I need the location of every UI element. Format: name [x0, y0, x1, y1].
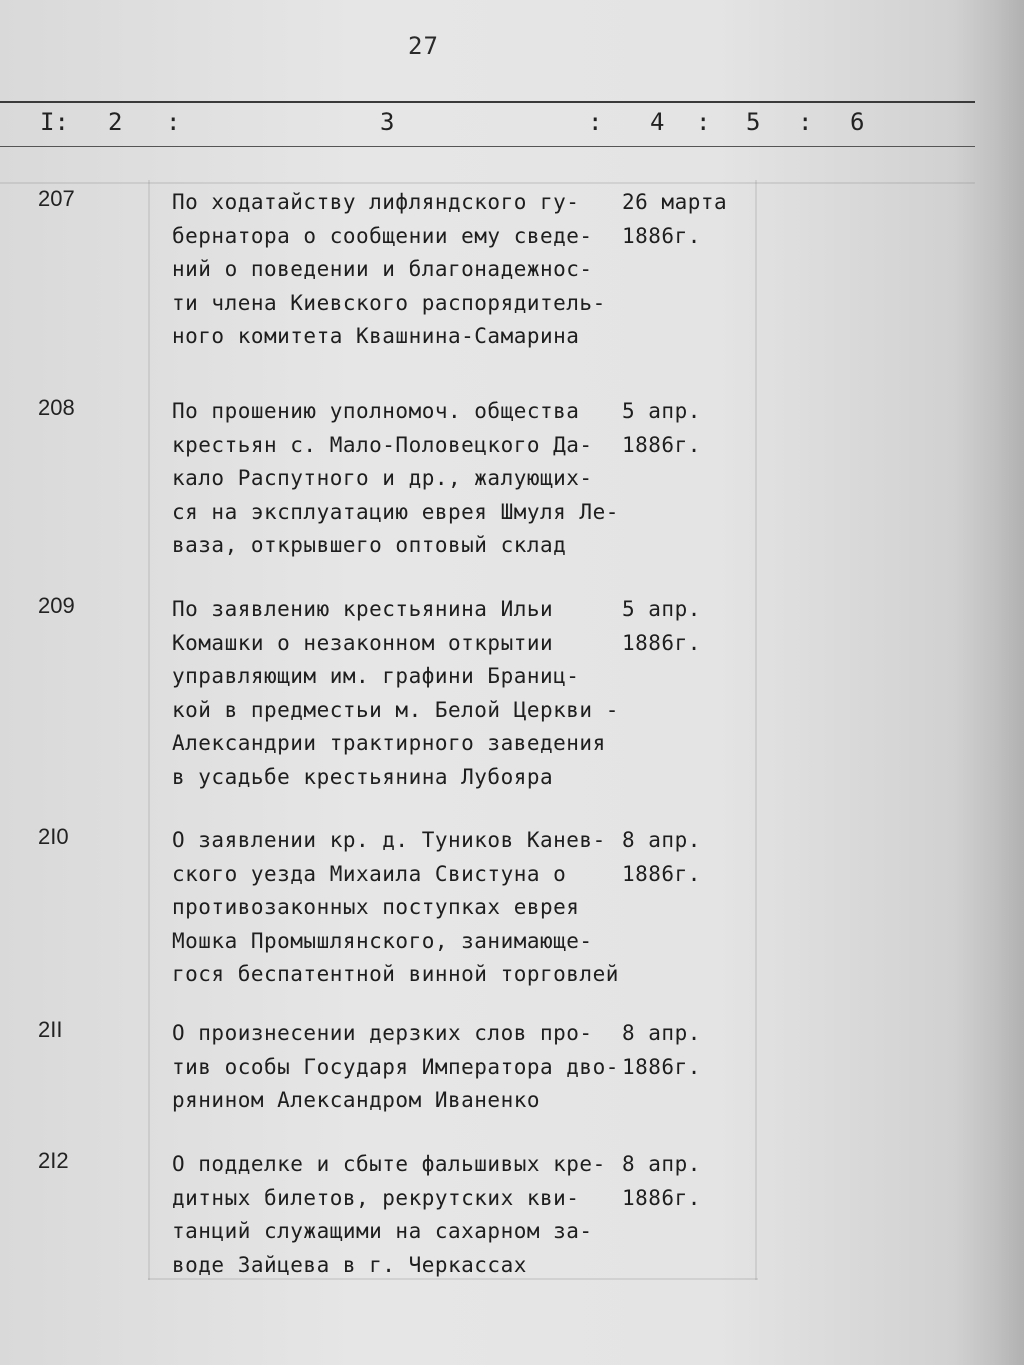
entry-description: По заявлению крестьянина Ильи Комашки о незаконном открытии управляющим им. графини Браниц- кой в предместьи м. Белой Церкви - Александрии трактирного заведения в усадьбе крестьянина Лубояра [172, 597, 619, 789]
entry-date: 26 марта 1886г. [622, 190, 728, 248]
entry-date: 5 апр. 1886г. [622, 597, 701, 655]
column-separator: : [696, 108, 711, 136]
ghost-vertical-line [755, 180, 757, 1280]
column-header-6: 6 [850, 108, 865, 136]
header-top-rule [0, 101, 975, 103]
entry-number: 2I0 [38, 824, 69, 849]
page-edge-shadow [954, 0, 1024, 1365]
entry-description: О произнесении дерзких слов про- тив особы Государя Императора дво- рянином Александром Иваненко [172, 1021, 619, 1112]
column-separator: : [588, 108, 603, 136]
entry-date: 5 апр. 1886г. [622, 399, 701, 457]
entry-description: О заявлении кр. д. Туников Канев- ского уезда Михаила Свистуна о противозаконных поступках еврея Мошка Промышлянского, занимающе- гося беспатентной винной торговлей [172, 828, 619, 986]
column-separator: : [798, 108, 813, 136]
column-header-1: I: [40, 108, 69, 136]
entry-number: 2II [38, 1017, 63, 1042]
column-separator: : [166, 108, 181, 136]
ghost-vertical-line [148, 180, 150, 1280]
entry-number: 2I2 [38, 1148, 69, 1173]
column-header-3: 3 [380, 108, 395, 136]
ghost-horizontal-line [0, 182, 975, 184]
entry-date: 8 апр. 1886г. [622, 828, 701, 886]
entry-number: 207 [38, 186, 75, 211]
entry-description: По ходатайству лифляндского гу- бернатора о сообщении ему сведе- ний о поведении и благонадежнос- ти члена Киевского распорядитель- ного комитета Квашнина-Самарина [172, 190, 606, 348]
column-header-2: 2 [108, 108, 123, 136]
entry-number: 209 [38, 593, 75, 618]
page-number: 27 [408, 32, 439, 60]
entry-date: 8 апр. 1886г. [622, 1021, 701, 1079]
entry-number: 208 [38, 395, 75, 420]
column-header-4: 4 [650, 108, 665, 136]
entry-description: По прошению уполномоч. общества крестьян с. Мало-Половецкого Да- кало Распутного и др., жалующих- ся на эксплуатацию еврея Шмуля Ле- ваза, открывшего оптовый склад [172, 399, 619, 557]
entry-date: 8 апр. 1886г. [622, 1152, 701, 1210]
column-header-5: 5 [746, 108, 761, 136]
entry-description: О подделке и сбыте фальшивых кре- дитных билетов, рекрутских кви- танций служащими на сахарном за- воде Зайцева в г. Черкассах [172, 1152, 606, 1277]
header-bottom-rule [0, 146, 975, 147]
